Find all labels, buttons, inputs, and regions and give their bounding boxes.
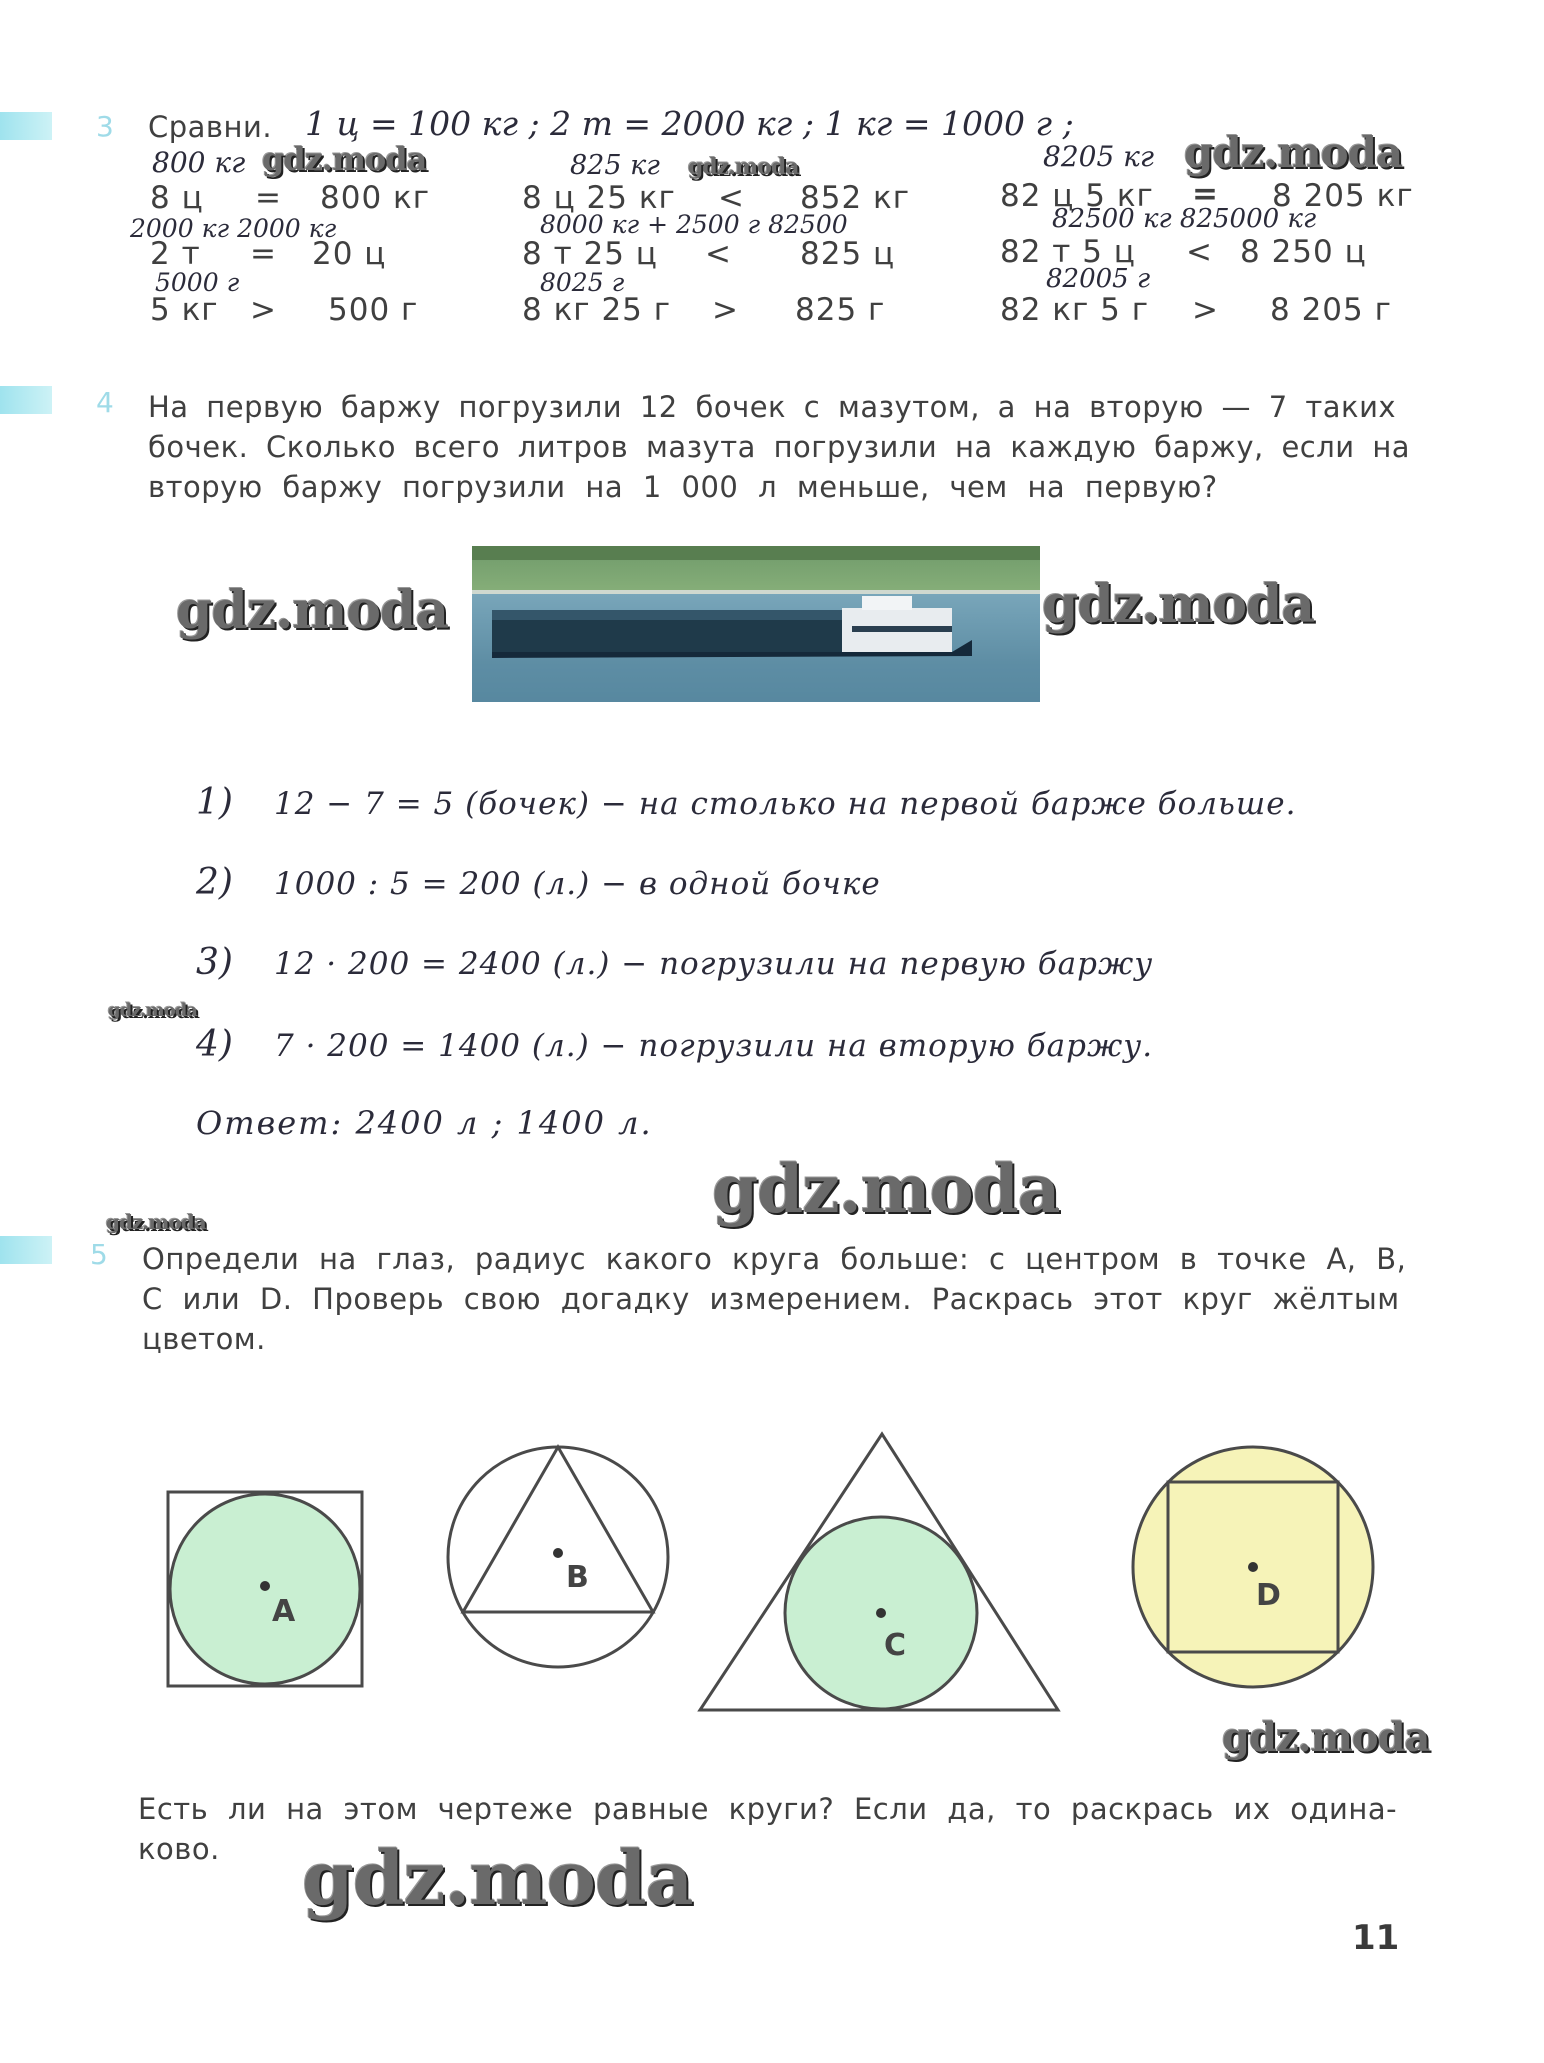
col2-row3-right: 825 г [795,292,886,328]
col2-row2-hw: 8025 г [540,268,625,297]
col1-row2-left: 2 т [150,236,201,272]
solution-step-2: 1000 : 5 = 200 (л.) − в одной бочке [274,866,881,902]
col3-row2-left: 82 т 5 ц [1000,234,1136,270]
col1-row1-hw: 2000 кг 2000 кг [130,214,337,243]
barge-photo [472,546,1040,702]
task4-number: 4 [96,386,114,419]
col2-row2-right: 825 ц [800,236,896,272]
task5-footer-line-2: ково. [138,1832,220,1866]
col1-row2-right: 20 ц [312,236,387,272]
point-d-label: D [1256,1578,1281,1613]
col2-row2-left: 8 т 25 ц [522,236,658,272]
task5-text-line-3: цветом. [142,1322,266,1356]
watermark: gdz.moda [302,1836,693,1922]
col1-row2-sign: = [250,236,277,272]
point-b-label: B [566,1560,589,1595]
watermark: gdz.moda [688,154,799,180]
task3-number: 3 [96,110,114,143]
watermark: gdz.moda [1042,574,1315,635]
col3-row1-right: 8 205 кг [1272,178,1414,214]
col2-row3-sign: > [712,292,739,328]
watermark: gdz.moda [108,1000,197,1021]
task4-tab-marker [0,386,52,414]
col1-row1-sign: = [255,180,282,216]
col3-row3-right: 8 205 г [1270,292,1392,328]
watermark: gdz.moda [712,1150,1060,1228]
task5-tab-marker [0,1236,52,1264]
task4-text-line-2: бочек. Сколько всего литров мазута погрузили на каждую баржу, если на [148,430,1411,464]
col2-row1-sign: < [718,180,745,216]
figure-c [700,1434,1058,1710]
figure-d [1133,1447,1373,1687]
point-a-label: A [272,1594,296,1629]
solution-step-2-number: 2) [196,862,233,903]
col3-row3-sign: > [1192,292,1219,328]
col2-row1-hw: 8000 кг + 2500 г 82500 [540,210,848,239]
col3-row2-right: 8 250 ц [1240,234,1367,270]
col2-row2-sign: < [705,236,732,272]
solution-step-3-number: 3) [196,942,233,983]
col1-row3-right: 500 г [328,292,419,328]
solution-answer: Ответ: 2400 л ; 1400 л. [196,1104,653,1142]
task3-handwritten-conversions: 1 ц = 100 кг ; 2 т = 2000 кг ; 1 кг = 1000 г ; [305,104,1074,143]
col2-row1-left: 8 ц 25 кг [522,180,676,216]
solution-step-4: 7 · 200 = 1400 (л.) − погрузили на вторую баржу. [274,1028,1154,1064]
solution-step-4-number: 4) [196,1024,233,1065]
col1-row3-left: 5 кг [150,292,219,328]
task5-text-line-1: Определи на глаз, радиус какого круга больше: с центром в точке А, В, [142,1242,1407,1276]
col1-row1-left: 8 ц [150,180,204,216]
solution-step-1: 12 − 7 = 5 (бочек) − на столько на первой барже больше. [274,786,1297,822]
task5-text-line-2: С или D. Проверь свою догадку измерением. Раскрась этот круг жёлтым [142,1282,1400,1316]
col3-row3-left: 82 кг 5 г [1000,292,1150,328]
task4-text-line-1: На первую баржу погрузили 12 бочек с мазутом, а на вторую — 7 таких [148,390,1397,424]
col1-row1-right: 800 кг [320,180,431,216]
col1-row3-sign: > [250,292,277,328]
watermark: gdz.moda [1222,1714,1430,1761]
col3-row1-hw: 82500 кг 825000 кг [1052,204,1317,234]
col3-row1-left: 82 ц 5 кг [1000,178,1154,214]
col2-row3-left: 8 кг 25 г [522,292,672,328]
circles-drawing [0,1400,1544,1740]
task3-tab-marker [0,112,52,140]
col3-row2-hw: 82005 г [1046,264,1151,294]
task5-footer-line-1: Есть ли на этом чертеже равные круги? Если да, то раскрась их одина- [138,1792,1398,1826]
watermark: gdz.moda [106,1210,206,1234]
watermark: gdz.moda [262,140,427,178]
col1-hw-top: 800 кг [152,146,246,179]
watermark: gdz.moda [1184,128,1403,177]
task3-label: Сравни. [148,110,273,144]
watermark: gdz.moda [176,580,449,641]
col1-row2-hw: 5000 г [155,268,240,297]
col3-hw-top: 8205 кг [1043,140,1155,173]
point-c-label: C [884,1628,907,1663]
figure-a [168,1492,362,1686]
solution-step-1-number: 1) [196,782,233,823]
task5-number: 5 [90,1238,108,1271]
col2-hw-top: 825 кг [570,150,660,181]
col2-row1-right: 852 кг [800,180,911,216]
task4-text-line-3: вторую баржу погрузили на 1 000 л меньше, чем на первую? [148,470,1218,504]
col3-row1-sign: = [1192,176,1219,212]
figure-b [448,1447,668,1667]
page-number: 11 [1352,1918,1400,1958]
col3-row2-sign: < [1186,234,1213,270]
solution-step-3: 12 · 200 = 2400 (л.) − погрузили на первую баржу [274,946,1154,982]
